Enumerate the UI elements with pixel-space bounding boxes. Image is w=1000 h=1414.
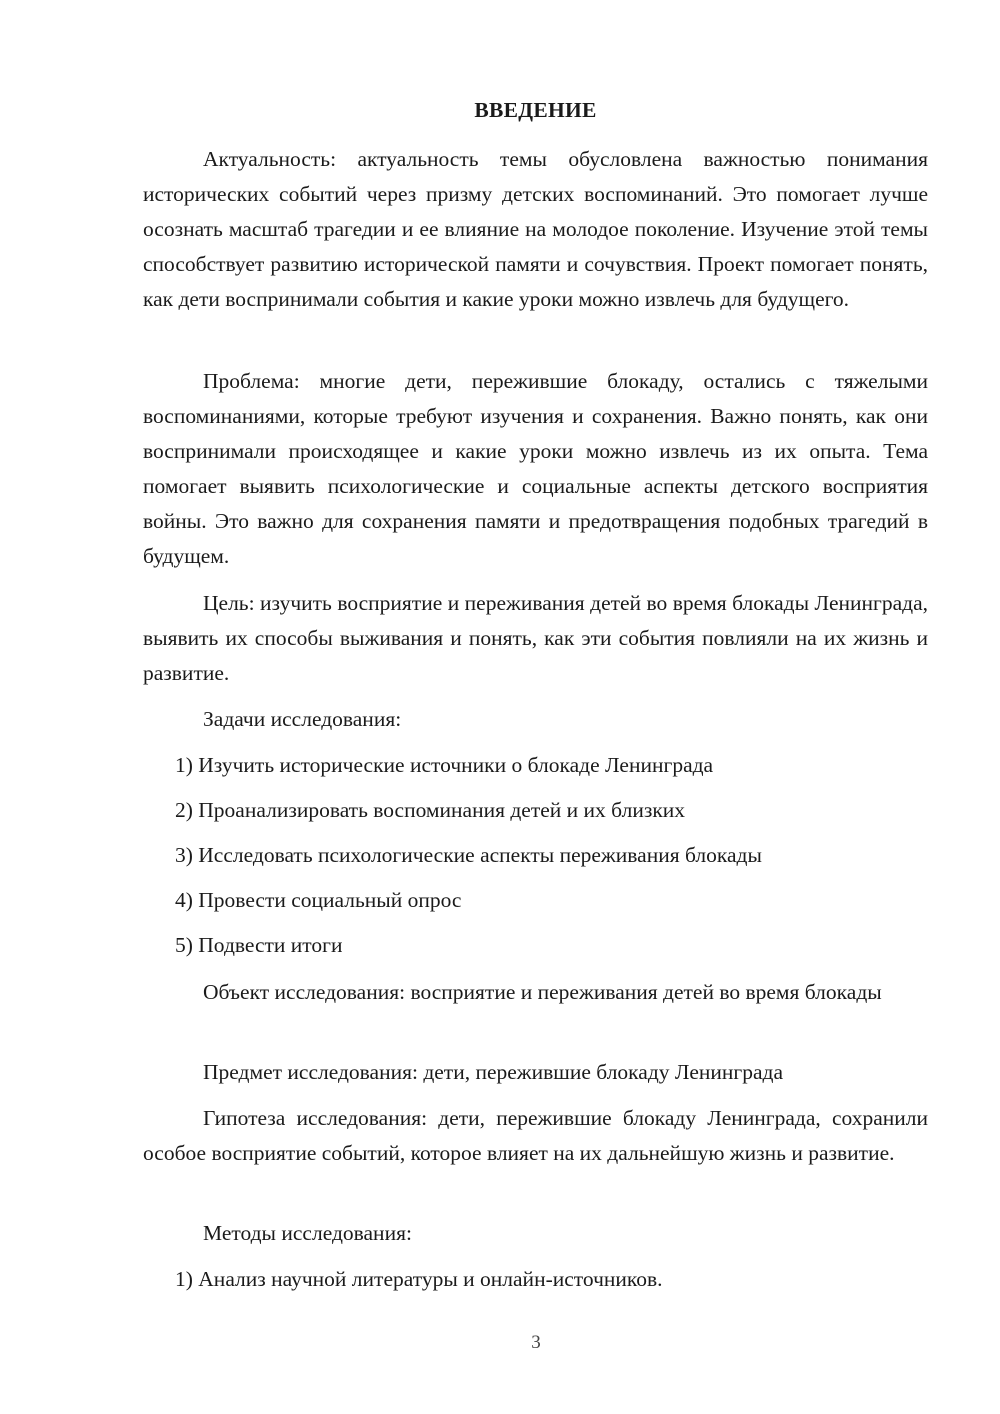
task-item: 2) Проанализировать воспоминания детей и их близких bbox=[175, 798, 686, 822]
paragraph-subject: Предмет исследования: дети, пережившие блокаду Ленинграда bbox=[203, 1060, 783, 1084]
paragraph-goal: Цель: изучить восприятие и переживания детей во время блокады Ленинграда, выявить их способы выживания и понять, как эти события повлияли на их жизнь и развитие. bbox=[143, 591, 928, 685]
methods-heading: Методы исследования: bbox=[203, 1221, 412, 1245]
task-item: 4) Провести социальный опрос bbox=[175, 888, 462, 912]
page-number: 3 bbox=[531, 1332, 541, 1353]
tasks-heading: Задачи исследования: bbox=[203, 707, 402, 731]
paragraph-hypothesis: Гипотеза исследования: дети, пережившие блокаду Ленинграда, сохранили особое восприятие событий, которое влияет на их дальнейшую жизнь и развитие. bbox=[143, 1106, 928, 1165]
method-item: 1) Анализ научной литературы и онлайн-источников. bbox=[175, 1267, 663, 1291]
task-item: 1) Изучить исторические источники о блокаде Ленинграда bbox=[175, 753, 714, 777]
paragraph-problem: Проблема: многие дети, пережившие блокаду, остались с тяжелыми воспоминаниями, которые требуют изучения и сохранения. Важно понять, как они воспринимали происходящее и какие уроки можно извлечь из их опыта. Тема помогает выявить психологические и социальные аспекты детского восприятия войны. Это важно для сохранения памяти и предотвращения подобных трагедий в будущем. bbox=[143, 369, 928, 568]
task-item: 5) Подвести итоги bbox=[175, 933, 343, 957]
task-item: 3) Исследовать психологические аспекты переживания блокады bbox=[175, 843, 762, 867]
paragraph-object: Объект исследования: восприятие и переживания детей во время блокады bbox=[203, 980, 882, 1004]
section-heading: ВВЕДЕНИЕ bbox=[474, 98, 597, 122]
paragraph-relevance: Актуальность: актуальность темы обусловлена важностью понимания исторических событий через призму детских воспоминаний. Это помогает лучше осознать масштаб трагедии и ее влияние на молодое поколение. Изучение этой темы способствует развитию исторической памяти и сочувствия. Проект помогает понять, как дети воспринимали события и какие уроки можно извлечь для будущего. bbox=[143, 147, 928, 311]
